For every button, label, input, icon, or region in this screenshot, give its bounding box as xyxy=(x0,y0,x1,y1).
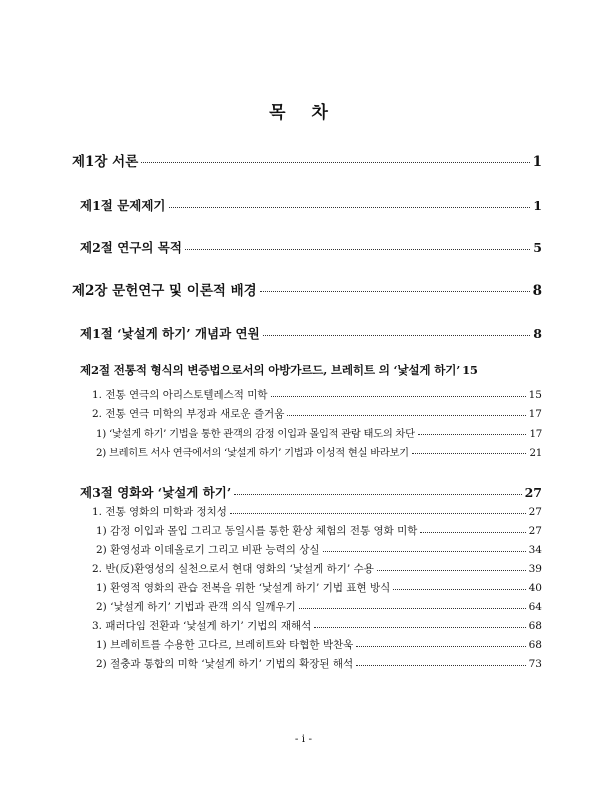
toc-label: 2) 환영성과 이데올로기 그리고 비판 능력의 상실 xyxy=(96,544,320,556)
dot-leader xyxy=(263,335,531,336)
dot-leader xyxy=(230,513,526,514)
toc-item[interactable] xyxy=(96,425,542,440)
dot-leader xyxy=(420,532,525,533)
toc-label: 제3절 영화와 ‘낯설게 하기’ xyxy=(80,485,232,500)
toc-page: 15 xyxy=(528,389,542,401)
toc-subsection[interactable] xyxy=(92,387,542,402)
toc-page: 17 xyxy=(529,428,542,440)
toc-page: 27 xyxy=(524,485,542,500)
toc-label: 2) 브레히트 서사 연극에서의 ‘낯설게 하기’ 기법과 이성적 현실 바라보기 xyxy=(96,447,409,459)
toc-item[interactable] xyxy=(96,599,542,614)
toc-label: 3. 패러다임 전환과 ‘낯설게 하기’ 기법의 재해석 xyxy=(92,620,312,632)
toc-section[interactable] xyxy=(80,324,542,342)
toc-subsection[interactable] xyxy=(92,504,542,519)
dot-leader xyxy=(169,207,531,208)
toc-subsection[interactable] xyxy=(92,406,542,421)
toc-page: 27 xyxy=(528,506,542,518)
dot-leader xyxy=(412,453,527,454)
dot-leader xyxy=(287,415,525,416)
toc-section[interactable] xyxy=(80,483,542,501)
toc-label: 2) 절충과 통합의 미학 ‘낯설게 하기’ 기법의 확장된 해석 xyxy=(96,658,354,670)
toc-label: 제1장 서론 xyxy=(72,154,139,170)
toc-subsection[interactable] xyxy=(92,561,542,576)
toc-label: 1) 감정 이입과 몰입 그리고 동일시를 통한 환상 체험의 전통 영화 미학 xyxy=(96,525,418,537)
toc-label: 제1절 ‘낯설게 하기’ 개념과 연원 xyxy=(80,326,260,341)
toc-label: 제2절 전통적 형식의 변증법으로서의 아방가르드, 브레히트 의 ‘낯설게 하기’ xyxy=(80,363,461,377)
dot-leader xyxy=(314,627,525,628)
toc-page: 15 xyxy=(462,363,478,377)
toc-page: 5 xyxy=(533,240,542,255)
toc-page: 8 xyxy=(532,283,542,299)
toc-page: 68 xyxy=(528,639,542,651)
toc-page: 64 xyxy=(528,601,542,613)
toc-item[interactable] xyxy=(96,523,542,538)
toc-section[interactable] xyxy=(80,196,542,214)
toc-page: 73 xyxy=(528,658,542,670)
toc-page: 68 xyxy=(528,620,542,632)
toc-label: 제2절 연구의 목적 xyxy=(80,240,182,255)
toc-label: 제2장 문헌연구 및 이론적 배경 xyxy=(72,283,257,299)
toc-label: 2) ‘낯설게 하기’ 기법과 관객 의식 일깨우기 xyxy=(96,601,296,613)
dot-leader xyxy=(356,665,525,666)
toc-item[interactable] xyxy=(96,637,542,652)
toc-label: 1) ‘낯설게 하기’ 기법을 통한 관객의 감정 이입과 몰입적 관람 태도의 차단 xyxy=(96,428,415,440)
dot-leader xyxy=(393,589,525,590)
toc-item[interactable] xyxy=(96,656,542,671)
toc-label: 1) 환영적 영화의 관습 전복을 위한 ‘낯설게 하기’ 기법 표현 방식 xyxy=(96,582,391,594)
page-number-footer: - i - xyxy=(294,733,313,745)
toc-page: 1 xyxy=(533,198,542,213)
toc-item[interactable] xyxy=(96,444,542,459)
dot-leader xyxy=(377,570,526,571)
toc-page: 21 xyxy=(529,447,542,459)
toc-item[interactable] xyxy=(96,542,542,557)
toc-page: 17 xyxy=(528,408,542,420)
toc-page: 39 xyxy=(528,563,542,575)
toc-chapter[interactable] xyxy=(72,150,542,170)
toc-item[interactable] xyxy=(96,580,542,595)
dot-leader xyxy=(323,551,526,552)
toc-label: 제1절 문제제기 xyxy=(80,198,166,213)
dot-leader xyxy=(185,249,530,250)
toc-label: 1) 브레히트를 수용한 고다르, 브레히트와 타협한 박찬욱 xyxy=(96,639,354,651)
dot-leader xyxy=(299,608,526,609)
toc-page: 27 xyxy=(528,525,542,537)
toc-label: 2. 반(反)환영성의 실천으로서 현대 영화의 ‘낯설게 하기’ 수용 xyxy=(92,563,374,575)
toc-page: 34 xyxy=(528,544,542,556)
toc-label: 1. 전통 영화의 미학과 정치성 xyxy=(92,506,227,518)
toc-section[interactable] xyxy=(80,238,542,256)
toc-label: 2. 전통 연극 미학의 부정과 새로운 즐거움 xyxy=(92,408,285,420)
toc-page: 1 xyxy=(532,154,542,170)
dot-leader xyxy=(356,646,525,647)
dot-leader xyxy=(141,162,529,163)
toc-page: 40 xyxy=(528,582,542,594)
dot-leader xyxy=(260,291,530,292)
toc-section[interactable] xyxy=(80,362,542,378)
page-title: 목 차 xyxy=(269,103,338,123)
dot-leader xyxy=(418,434,527,435)
dot-leader xyxy=(271,396,526,397)
toc-label: 1. 전통 연극의 아리스토텔레스적 미학 xyxy=(92,389,268,401)
dot-leader xyxy=(234,494,521,495)
toc-page: 8 xyxy=(533,326,542,341)
toc-subsection[interactable] xyxy=(92,618,542,633)
toc-chapter[interactable] xyxy=(72,279,542,299)
